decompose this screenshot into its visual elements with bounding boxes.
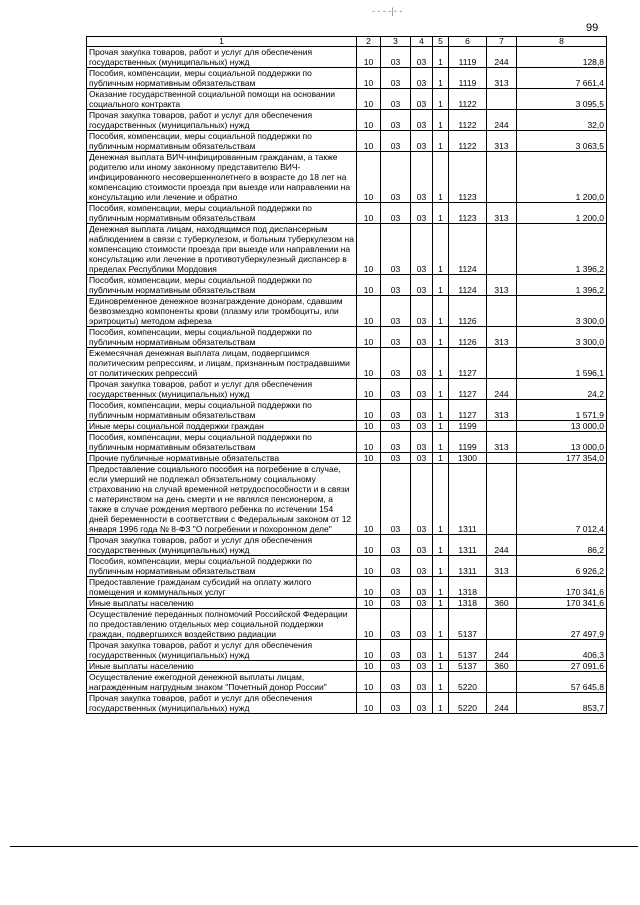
row-name-cell: Прочая закупка товаров, работ и услуг для обеспечения государственных (муниципальных) нужд (87, 535, 357, 556)
row-value-cell: 5220 (449, 693, 487, 714)
row-value-cell: 03 (381, 348, 411, 379)
row-value-cell: 03 (381, 327, 411, 348)
row-value-cell: 03 (411, 203, 433, 224)
table-row (87, 379, 607, 400)
row-value-cell: 1122 (449, 89, 487, 110)
row-value-cell: 10 (357, 464, 381, 535)
table-row (87, 640, 607, 661)
row-value-cell: 1 (433, 672, 449, 693)
row-name-cell: Пособия, компенсации, меры социальной поддержки по публичным нормативным обязательствам (87, 556, 357, 577)
table-row (87, 275, 607, 296)
row-value-cell: 1 (433, 224, 449, 275)
row-value-cell: 32,0 (517, 110, 607, 131)
row-value-cell: 1127 (449, 348, 487, 379)
row-value-cell: 3 063,5 (517, 131, 607, 152)
row-name-cell: Прочие публичные нормативные обязательства (87, 453, 357, 464)
row-value-cell: 170 341,6 (517, 577, 607, 598)
row-value-cell: 1123 (449, 152, 487, 203)
row-value-cell: 10 (357, 224, 381, 275)
row-value-cell (487, 453, 517, 464)
row-value-cell: 1 (433, 296, 449, 327)
row-value-cell: 10 (357, 400, 381, 421)
row-value-cell: 1 200,0 (517, 203, 607, 224)
row-value-cell: 1 396,2 (517, 224, 607, 275)
row-value-cell: 313 (487, 275, 517, 296)
row-value-cell: 313 (487, 400, 517, 421)
row-value-cell: 313 (487, 327, 517, 348)
table-row (87, 432, 607, 453)
row-value-cell: 1318 (449, 577, 487, 598)
row-value-cell: 1 (433, 152, 449, 203)
row-value-cell (487, 224, 517, 275)
row-value-cell: 1 (433, 693, 449, 714)
row-name-cell: Пособия, компенсации, меры социальной поддержки по публичным нормативным обязательствам (87, 400, 357, 421)
row-value-cell: 03 (411, 224, 433, 275)
row-value-cell: 03 (381, 556, 411, 577)
row-value-cell: 10 (357, 535, 381, 556)
row-name-cell: Прочая закупка товаров, работ и услуг для обеспечения государственных (муниципальных) нужд (87, 379, 357, 400)
row-value-cell: 03 (381, 640, 411, 661)
row-value-cell: 1 596,1 (517, 348, 607, 379)
table-row (87, 661, 607, 672)
row-value-cell: 27 091,6 (517, 661, 607, 672)
row-value-cell: 1124 (449, 224, 487, 275)
row-value-cell (487, 464, 517, 535)
table-row (87, 131, 607, 152)
row-value-cell: 10 (357, 556, 381, 577)
row-value-cell: 7 661,4 (517, 68, 607, 89)
row-value-cell: 1119 (449, 47, 487, 68)
row-name-cell: Прочая закупка товаров, работ и услуг для обеспечения государственных (муниципальных) нужд (87, 47, 357, 68)
row-name-cell: Прочая закупка товаров, работ и услуг для обеспечения государственных (муниципальных) нужд (87, 693, 357, 714)
row-name-cell: Пособия, компенсации, меры социальной поддержки по публичным нормативным обязательствам (87, 68, 357, 89)
row-value-cell: 244 (487, 693, 517, 714)
row-value-cell: 03 (411, 577, 433, 598)
row-value-cell: 10 (357, 348, 381, 379)
row-value-cell: 13 000,0 (517, 421, 607, 432)
row-value-cell: 03 (381, 68, 411, 89)
row-value-cell: 03 (411, 640, 433, 661)
row-value-cell: 1122 (449, 110, 487, 131)
row-name-cell: Иные выплаты населению (87, 661, 357, 672)
row-name-cell: Пособия, компенсации, меры социальной поддержки по публичным нормативным обязательствам (87, 203, 357, 224)
table-row (87, 693, 607, 714)
row-value-cell: 03 (411, 453, 433, 464)
row-value-cell: 170 341,6 (517, 598, 607, 609)
row-value-cell: 03 (411, 275, 433, 296)
row-value-cell: 10 (357, 432, 381, 453)
row-value-cell: 86,2 (517, 535, 607, 556)
row-value-cell: 03 (411, 661, 433, 672)
row-value-cell: 1 (433, 68, 449, 89)
row-value-cell: 10 (357, 421, 381, 432)
row-value-cell: 1126 (449, 327, 487, 348)
row-value-cell (487, 152, 517, 203)
header-cell: 8 (517, 37, 607, 47)
row-value-cell: 5137 (449, 640, 487, 661)
row-value-cell: 1199 (449, 421, 487, 432)
row-value-cell: 1 (433, 348, 449, 379)
row-value-cell (487, 609, 517, 640)
row-value-cell: 10 (357, 68, 381, 89)
row-value-cell: 03 (411, 348, 433, 379)
row-value-cell: 03 (411, 152, 433, 203)
row-name-cell: Пособия, компенсации, меры социальной поддержки по публичным нормативным обязательствам (87, 432, 357, 453)
table-row (87, 348, 607, 379)
row-value-cell: 244 (487, 47, 517, 68)
table-row (87, 47, 607, 68)
row-value-cell: 10 (357, 131, 381, 152)
row-value-cell: 10 (357, 577, 381, 598)
row-value-cell: 03 (381, 379, 411, 400)
row-value-cell: 03 (411, 68, 433, 89)
row-name-cell: Осуществление ежегодной денежной выплаты лицам, награжденным нагрудным знаком "Почетный донор России" (87, 672, 357, 693)
table-row (87, 327, 607, 348)
row-name-cell: Прочая закупка товаров, работ и услуг для обеспечения государственных (муниципальных) нужд (87, 640, 357, 661)
row-name-cell: Пособия, компенсации, меры социальной поддержки по публичным нормативным обязательствам (87, 327, 357, 348)
table-row (87, 598, 607, 609)
row-value-cell: 1 (433, 556, 449, 577)
row-value-cell: 03 (381, 152, 411, 203)
header-cell: 7 (487, 37, 517, 47)
header-row (87, 37, 607, 47)
row-name-cell: Денежная выплата ВИЧ-инфицированным гражданам, а также родителю или иному законному представителю ВИЧ-инфицированного несовершеннолетнего в возрасте до 18 лет на компенсацию стоимости проезда при выезде или направлении на консультацию или лечение и обратно (87, 152, 357, 203)
row-value-cell: 313 (487, 68, 517, 89)
table-row (87, 556, 607, 577)
row-value-cell: 1124 (449, 275, 487, 296)
row-value-cell: 1 (433, 47, 449, 68)
row-value-cell: 03 (411, 47, 433, 68)
row-value-cell: 03 (381, 110, 411, 131)
row-name-cell: Предоставление социального пособия на погребение в случае, если умерший не подлежал обязательному социальному страхованию на случай временной нетрудоспособности и в связи с материнством на день смерти и не являлся пенсионером, а также в случае рождения мертвого ребенка по истечении 154 дней беременности в соответствии с Федеральным законом от 12 января 1996 года № 8-ФЗ "О погребении и похоронном деле" (87, 464, 357, 535)
row-value-cell: 1318 (449, 598, 487, 609)
row-value-cell: 03 (381, 432, 411, 453)
row-value-cell: 03 (411, 609, 433, 640)
table-row (87, 110, 607, 131)
row-name-cell: Пособия, компенсации, меры социальной поддержки по публичным нормативным обязательствам (87, 131, 357, 152)
row-value-cell: 1 (433, 275, 449, 296)
row-value-cell: 313 (487, 131, 517, 152)
row-value-cell: 1311 (449, 556, 487, 577)
budget-table (86, 36, 607, 714)
row-value-cell: 03 (411, 131, 433, 152)
row-value-cell: 03 (381, 661, 411, 672)
row-value-cell: 03 (381, 131, 411, 152)
row-value-cell: 10 (357, 672, 381, 693)
header-cell: 6 (449, 37, 487, 47)
header-cell: 5 (433, 37, 449, 47)
row-value-cell: 1122 (449, 131, 487, 152)
row-value-cell: 10 (357, 453, 381, 464)
row-value-cell: 406,3 (517, 640, 607, 661)
table-row (87, 89, 607, 110)
row-value-cell: 1 (433, 400, 449, 421)
table-row (87, 453, 607, 464)
row-value-cell: 03 (381, 296, 411, 327)
row-value-cell: 1 (433, 577, 449, 598)
row-value-cell: 13 000,0 (517, 432, 607, 453)
row-value-cell: 10 (357, 693, 381, 714)
table-row (87, 421, 607, 432)
row-name-cell: Единовременное денежное вознаграждение донорам, сдавшим безвозмездно компоненты крови (плазму или тромбоциты, или эритроциты) методом афереза (87, 296, 357, 327)
row-value-cell: 10 (357, 152, 381, 203)
row-value-cell: 10 (357, 47, 381, 68)
row-name-cell: Иные меры социальной поддержки граждан (87, 421, 357, 432)
row-value-cell: 244 (487, 110, 517, 131)
row-value-cell: 03 (411, 464, 433, 535)
row-value-cell: 03 (381, 400, 411, 421)
row-value-cell: 10 (357, 661, 381, 672)
row-value-cell: 10 (357, 89, 381, 110)
row-value-cell: 1 (433, 110, 449, 131)
row-value-cell: 10 (357, 275, 381, 296)
row-value-cell: 10 (357, 110, 381, 131)
row-value-cell: 10 (357, 609, 381, 640)
row-value-cell (487, 348, 517, 379)
row-value-cell: 1 (433, 453, 449, 464)
row-value-cell (487, 672, 517, 693)
row-value-cell: 27 497,9 (517, 609, 607, 640)
row-value-cell: 853,7 (517, 693, 607, 714)
row-value-cell: 313 (487, 432, 517, 453)
row-value-cell: 1199 (449, 432, 487, 453)
row-value-cell: 3 300,0 (517, 296, 607, 327)
row-value-cell: 03 (381, 672, 411, 693)
row-value-cell: 128,8 (517, 47, 607, 68)
row-value-cell: 03 (381, 535, 411, 556)
row-value-cell: 03 (381, 577, 411, 598)
row-value-cell: 1127 (449, 379, 487, 400)
row-value-cell: 1 (433, 89, 449, 110)
row-value-cell: 03 (411, 110, 433, 131)
row-value-cell (487, 577, 517, 598)
row-value-cell: 03 (381, 693, 411, 714)
row-value-cell: 03 (381, 453, 411, 464)
row-value-cell: 03 (381, 464, 411, 535)
row-value-cell: 03 (411, 693, 433, 714)
row-value-cell: 1 (433, 203, 449, 224)
row-value-cell: 360 (487, 661, 517, 672)
table-row (87, 609, 607, 640)
row-value-cell: 03 (411, 400, 433, 421)
row-value-cell: 10 (357, 203, 381, 224)
row-name-cell: Оказание государственной социальной помощи на основании социального контракта (87, 89, 357, 110)
row-value-cell: 1119 (449, 68, 487, 89)
row-value-cell: 03 (381, 421, 411, 432)
row-value-cell: 1 (433, 327, 449, 348)
table-row (87, 535, 607, 556)
row-name-cell: Иные выплаты населению (87, 598, 357, 609)
row-value-cell (487, 421, 517, 432)
row-value-cell: 03 (381, 598, 411, 609)
row-value-cell: 313 (487, 556, 517, 577)
row-value-cell: 03 (381, 224, 411, 275)
row-value-cell: 1 (433, 598, 449, 609)
row-value-cell: 5137 (449, 609, 487, 640)
row-value-cell: 57 645,8 (517, 672, 607, 693)
row-value-cell: 6 926,2 (517, 556, 607, 577)
row-value-cell: 03 (411, 598, 433, 609)
row-value-cell: 1 (433, 640, 449, 661)
scan-mark: - - - -|- - (372, 6, 403, 16)
row-value-cell: 360 (487, 598, 517, 609)
row-value-cell: 1 200,0 (517, 152, 607, 203)
header-cell: 1 (87, 37, 357, 47)
row-value-cell: 03 (381, 609, 411, 640)
row-value-cell: 10 (357, 640, 381, 661)
row-value-cell: 03 (411, 432, 433, 453)
row-name-cell: Предоставление гражданам субсидий на оплату жилого помещения и коммунальных услуг (87, 577, 357, 598)
row-value-cell: 03 (381, 203, 411, 224)
row-value-cell: 03 (411, 421, 433, 432)
row-value-cell: 10 (357, 296, 381, 327)
table-row (87, 68, 607, 89)
row-value-cell: 10 (357, 598, 381, 609)
row-value-cell: 03 (411, 379, 433, 400)
row-name-cell: Осуществление переданных полномочий Российской Федерации по предоставлению отдельных мер социальной поддержки граждан, подвергшихся воздействию радиации (87, 609, 357, 640)
row-value-cell: 03 (411, 89, 433, 110)
row-value-cell: 10 (357, 379, 381, 400)
table-row (87, 224, 607, 275)
row-value-cell: 1 (433, 609, 449, 640)
table-row (87, 296, 607, 327)
row-name-cell: Прочая закупка товаров, работ и услуг для обеспечения государственных (муниципальных) нужд (87, 110, 357, 131)
row-name-cell: Ежемесячная денежная выплата лицам, подвергшимся политическим репрессиям, и лицам, признанным пострадавшими от политических репрессий (87, 348, 357, 379)
row-value-cell: 3 095,5 (517, 89, 607, 110)
row-value-cell: 244 (487, 535, 517, 556)
row-value-cell: 03 (411, 327, 433, 348)
row-value-cell: 03 (381, 275, 411, 296)
row-value-cell: 177 354,0 (517, 453, 607, 464)
row-value-cell: 03 (411, 296, 433, 327)
row-value-cell: 1126 (449, 296, 487, 327)
row-name-cell: Пособия, компенсации, меры социальной поддержки по публичным нормативным обязательствам (87, 275, 357, 296)
table-row (87, 152, 607, 203)
header-cell: 3 (381, 37, 411, 47)
row-value-cell: 1311 (449, 464, 487, 535)
row-value-cell: 1 (433, 379, 449, 400)
row-value-cell: 7 012,4 (517, 464, 607, 535)
header-cell: 4 (411, 37, 433, 47)
row-value-cell: 244 (487, 379, 517, 400)
row-value-cell: 03 (411, 672, 433, 693)
row-value-cell: 3 300,0 (517, 327, 607, 348)
row-value-cell: 1 (433, 421, 449, 432)
row-value-cell (487, 296, 517, 327)
row-value-cell: 1 (433, 535, 449, 556)
table-row (87, 577, 607, 598)
row-value-cell: 5220 (449, 672, 487, 693)
row-value-cell: 5137 (449, 661, 487, 672)
row-value-cell: 1311 (449, 535, 487, 556)
row-value-cell: 1 396,2 (517, 275, 607, 296)
table-row (87, 400, 607, 421)
row-value-cell: 03 (381, 89, 411, 110)
row-value-cell: 1300 (449, 453, 487, 464)
table-row (87, 672, 607, 693)
row-value-cell: 313 (487, 203, 517, 224)
row-value-cell: 03 (411, 535, 433, 556)
row-value-cell (487, 89, 517, 110)
row-value-cell: 1127 (449, 400, 487, 421)
row-name-cell: Денежная выплата лицам, находящимся под диспансерным наблюдением в связи с туберкулезом, и больным туберкулезом на компенсацию стоимости проезда при выезде или направлении на консультацию или лечение в противотуберкулезный диспансер в пределах Республики Мордовия (87, 224, 357, 275)
row-value-cell: 1 571,9 (517, 400, 607, 421)
row-value-cell: 1123 (449, 203, 487, 224)
row-value-cell: 1 (433, 661, 449, 672)
page-number: 99 (586, 22, 599, 34)
row-value-cell: 1 (433, 131, 449, 152)
table-row (87, 464, 607, 535)
header-cell: 2 (357, 37, 381, 47)
row-value-cell: 1 (433, 464, 449, 535)
row-value-cell: 03 (411, 556, 433, 577)
row-value-cell: 03 (381, 47, 411, 68)
row-value-cell: 244 (487, 640, 517, 661)
table-row (87, 203, 607, 224)
row-value-cell: 1 (433, 432, 449, 453)
page-bottom-rule (10, 846, 638, 847)
row-value-cell: 24,2 (517, 379, 607, 400)
row-value-cell: 10 (357, 327, 381, 348)
